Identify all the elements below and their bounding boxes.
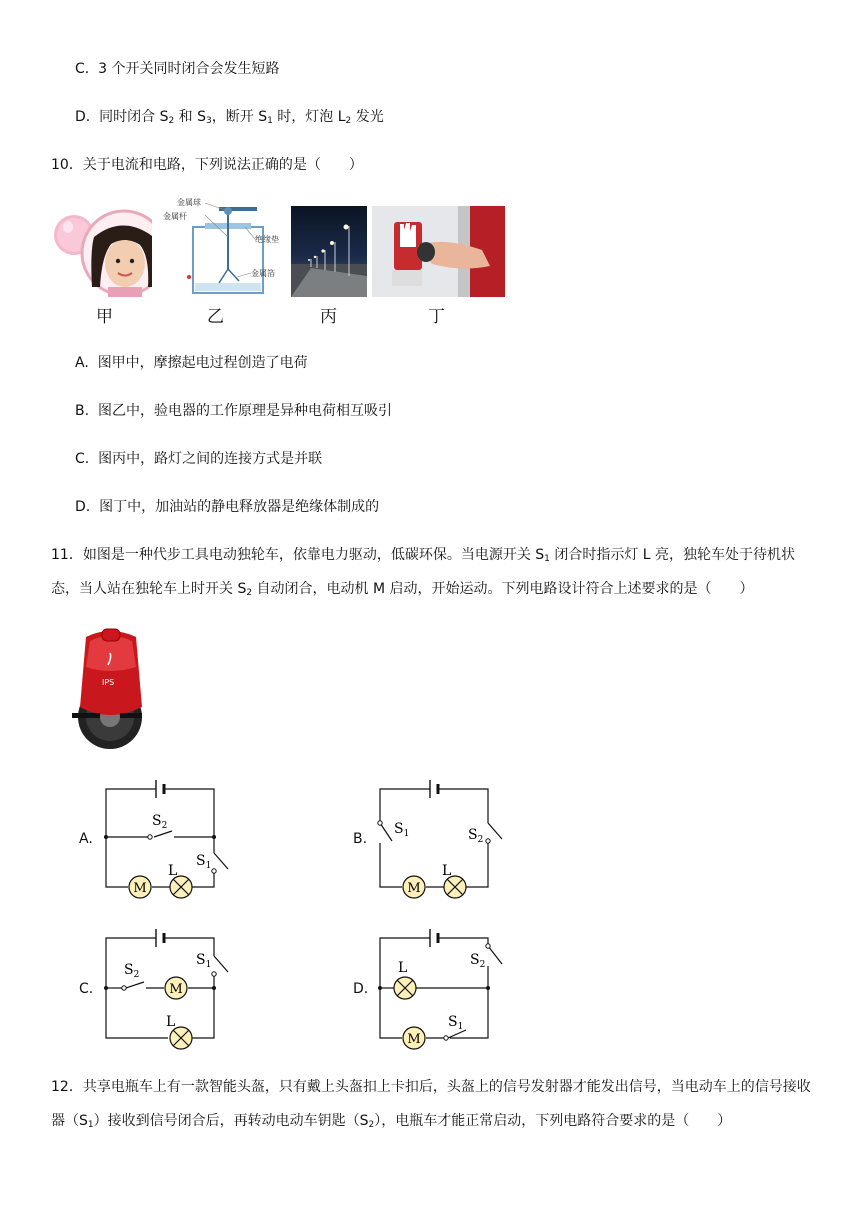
d-s2-sub: 2 — [479, 960, 486, 970]
q10-option-c: C. 图丙中，路灯之间的连接方式是并联 — [75, 451, 323, 467]
svg-text:S1 — [196, 853, 211, 871]
c-lamp-label: L — [166, 1014, 176, 1030]
c-s1-sub: 1 — [205, 960, 212, 970]
circuit-d-letter: D. — [353, 981, 369, 997]
caption-jia: 甲 — [96, 307, 113, 327]
label-metal-foil: 金属箔 — [251, 269, 275, 278]
a-motor-label: M — [133, 881, 147, 896]
a-s1-sub: 1 — [205, 861, 212, 871]
figure-ding-static-discharger — [372, 206, 505, 297]
unicycle-image — [66, 627, 166, 752]
b-s1-letter: S — [394, 821, 404, 837]
svg-text:S2 — [468, 827, 483, 845]
c-s2-letter: S — [124, 962, 134, 978]
circuit-b-letter: B. — [353, 831, 368, 847]
caption-ding: 丁 — [428, 307, 445, 327]
c-s2-sub: 2 — [133, 970, 140, 980]
label-metal-rod: 金属杆 — [163, 212, 187, 221]
question-11-stem: 11．如图是一种代步工具电动独轮车，依靠电力驱动，低碳环保。当电源开关 $S_1$ 闭合时指示灯 L 亮，独轮车处于待机状态，当人站在独轮车上时开关 $S_2$ 自动闭合，电动机 M 启动，开始运动。下列电路设计符合上述要求的是（ ） — [51, 547, 796, 598]
label-metal-ball: 金属球 — [177, 198, 201, 207]
caption-bing: 丙 — [320, 307, 337, 327]
d-lamp-label: L — [398, 960, 408, 976]
d-motor-label: M — [407, 1032, 421, 1047]
a-lamp-label: L — [168, 863, 178, 879]
svg-text:S1 — [394, 821, 409, 839]
figure-jia-girl-balloon — [52, 207, 152, 297]
unicycle-brand: IPS — [102, 678, 115, 687]
b-s2-letter: S — [468, 827, 478, 843]
q10-option-b: B. 图乙中，验电器的工作原理是异种电荷相互吸引 — [75, 403, 392, 419]
a-s2-sub: 2 — [161, 821, 168, 831]
circuit-a-letter: A. — [79, 831, 93, 847]
d-s1-sub: 1 — [457, 1022, 464, 1032]
circuit-c — [100, 926, 240, 1046]
question-12-stem: 12．共享电瓶车上有一款智能头盔，只有戴上头盔扣上卡扣后，头盔上的信号发射器才能发出信号，当电动车上的信号接收器$(S_1)$接收到信号闭合后，再转动电动车钥匙$(S_2)$，电瓶车才能正常启动，下列电路符合要求的是（ ） — [51, 1079, 811, 1130]
b-motor-label: M — [407, 881, 421, 896]
b-lamp-label: L — [442, 863, 452, 879]
b-s1-sub: 1 — [403, 829, 410, 839]
q10-option-d: D. 图丁中，加油站的静电释放器是绝缘体制成的 — [75, 499, 380, 515]
option-d: D. 同时闭合 $S_2$ 和 $S_3$，断开 $S_1$ 时，灯泡 $L_2$ 发光 — [75, 109, 384, 126]
svg-text:S1 — [196, 952, 211, 970]
figure-yi-electroscope — [163, 197, 295, 297]
question-10-stem: 10．关于电流和电路，下列说法正确的是（ ） — [51, 157, 363, 173]
q10-option-a: A. 图甲中，摩擦起电过程创造了电荷 — [75, 355, 308, 371]
c-s1-letter: S — [196, 952, 206, 968]
option-c: C. 3 个开关同时闭合会发生短路 — [75, 61, 280, 77]
svg-text:S2 — [124, 962, 139, 980]
c-motor-label: M — [169, 982, 183, 997]
caption-yi: 乙 — [207, 307, 224, 327]
a-s1-letter: S — [196, 853, 206, 869]
d-s2-letter: S — [470, 952, 480, 968]
figure-bing-street-lights — [291, 206, 367, 297]
svg-text:S2 — [470, 952, 485, 970]
circuit-a — [100, 777, 240, 897]
d-s1-letter: S — [448, 1014, 458, 1030]
circuit-d — [374, 926, 514, 1046]
label-insulating-pad: 绝缘垫 — [255, 235, 279, 244]
a-s2-letter: S — [152, 813, 162, 829]
svg-text:S2 — [152, 813, 167, 831]
svg-text:S1 — [448, 1014, 463, 1032]
circuit-b — [374, 777, 514, 897]
b-s2-sub: 2 — [477, 835, 484, 845]
circuit-c-letter: C. — [79, 981, 94, 997]
